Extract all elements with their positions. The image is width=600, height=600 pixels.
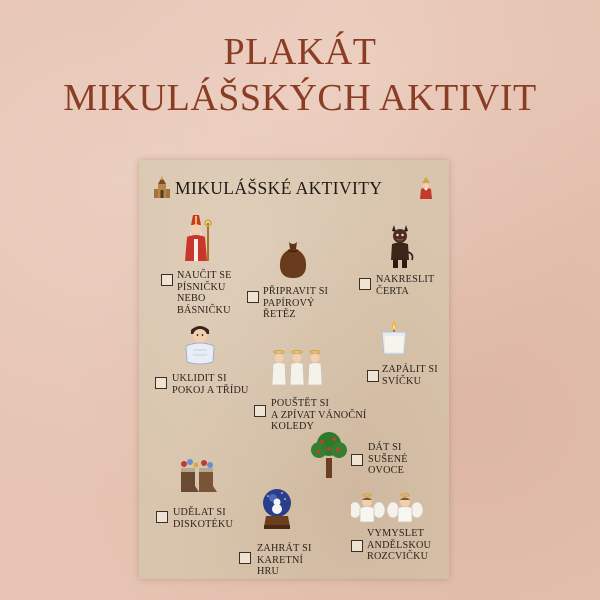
activity-label-3: NAKRESLIT ČERTA — [376, 274, 435, 297]
activity-label-10: VYMYSLET ANDĚLSKOU ROZCVIČKU — [367, 528, 432, 562]
checkbox-activity-8[interactable] — [156, 511, 168, 523]
checkbox-activity-10[interactable] — [351, 540, 363, 552]
angels-icon — [269, 349, 325, 387]
activity-label-7: DÁT SI SUŠENÉ OVOCE — [368, 442, 408, 476]
activity-label-8: UDĚLAT SI DISKOTÉKU — [173, 507, 234, 530]
activity-label-4: UKLIDIT SI POKOJ A TŘÍDU — [172, 373, 249, 396]
poster-title: MIKULÁŠSKÉ AKTIVITY — [175, 178, 383, 198]
checkbox-activity-5[interactable] — [367, 370, 379, 382]
child-pillow-icon — [183, 322, 217, 366]
two-angels-icon — [351, 492, 423, 526]
activity-label-5: ZAPÁLIT SI SVÍČKU — [382, 364, 438, 387]
page-title-line2: MIKULÁŠSKÝCH AKTIVIT — [63, 77, 537, 119]
activity-poster — [139, 160, 449, 579]
checkbox-activity-9[interactable] — [239, 552, 251, 564]
checkbox-activity-1[interactable] — [161, 274, 173, 286]
candle-icon — [377, 320, 411, 356]
church-icon — [153, 176, 171, 200]
nicholas-small-icon — [417, 176, 435, 200]
snow-globe-icon — [260, 487, 294, 531]
sack-icon — [276, 240, 310, 280]
saint-nicholas-icon — [179, 213, 213, 263]
checkbox-activity-6[interactable] — [254, 405, 266, 417]
checkbox-activity-2[interactable] — [247, 291, 259, 303]
activity-label-2: PŘIPRAVIT SI PAPÍROVÝ ŘETĚZ — [263, 286, 329, 320]
page-title-line1: PLAKÁT — [223, 31, 377, 73]
devil-icon — [385, 222, 415, 270]
activity-label-9: ZAHRÁT SI KARETNÍ HRU — [257, 543, 312, 577]
checkbox-activity-7[interactable] — [351, 454, 363, 466]
boots-icon — [177, 458, 219, 496]
tree-icon — [310, 430, 348, 480]
activity-label-6: POUŠTĚT SI A ZPÍVAT VÁNOČNÍ KOLEDY — [271, 398, 367, 432]
checkbox-activity-3[interactable] — [359, 278, 371, 290]
checkbox-activity-4[interactable] — [155, 377, 167, 389]
activity-label-1: NAUČIT SE PÍSNIČKU NEBO BÁSNIČKU — [177, 270, 232, 316]
